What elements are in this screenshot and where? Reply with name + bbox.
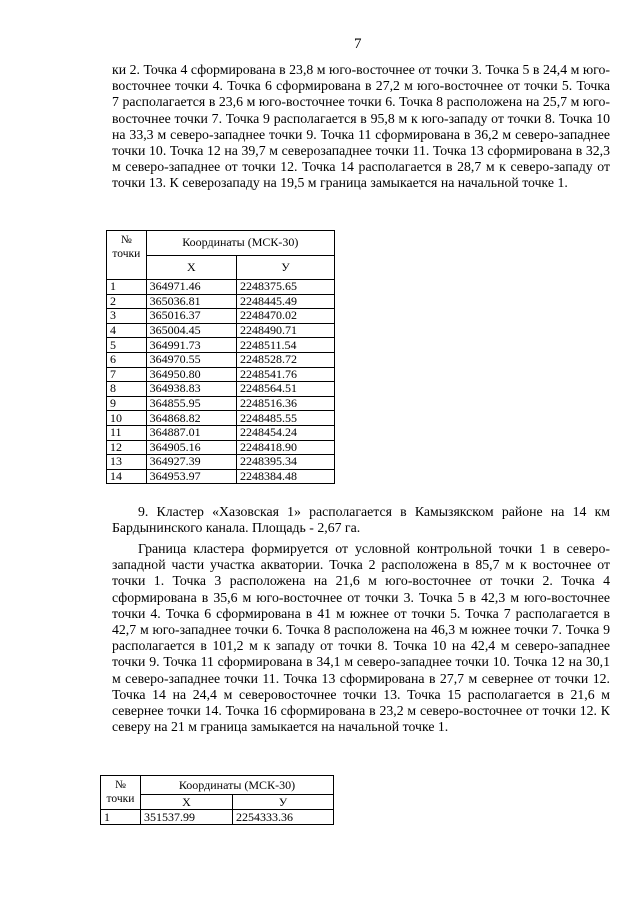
- coord-y: 2248395.34: [236, 455, 334, 470]
- coord-x: 365004.45: [146, 323, 236, 338]
- coord-y: 2248470.02: [236, 309, 334, 324]
- point-number: 10: [107, 411, 147, 426]
- coord-y: 2248384.48: [236, 469, 334, 484]
- table-row: [107, 382, 335, 397]
- header-coordinates: Координаты (МСК-30): [140, 776, 333, 795]
- point-number: 12: [107, 440, 147, 455]
- coord-x: 364887.01: [146, 425, 236, 440]
- header-x: Х: [146, 255, 236, 280]
- coord-x: 364950.80: [146, 367, 236, 382]
- header-point-number: № точки: [101, 776, 141, 810]
- table-row: [107, 396, 335, 411]
- cluster-heading-paragraph: 9. Кластер «Хазовская 1» располагается в Камызякском районе на 14 км Бардынинского канала. Площадь - 2,67 га.: [112, 504, 610, 536]
- coord-y: 2248375.65: [236, 280, 334, 295]
- table-row: [107, 323, 335, 338]
- header-point-number: № точки: [107, 231, 147, 280]
- coord-x: 364970.55: [146, 352, 236, 367]
- coord-x: 364868.82: [146, 411, 236, 426]
- coord-x: 351537.99: [140, 810, 232, 825]
- coord-x: 364971.46: [146, 280, 236, 295]
- point-number: 6: [107, 352, 147, 367]
- point-number: 5: [107, 338, 147, 353]
- point-number: 3: [107, 309, 147, 324]
- coord-y: 2248541.76: [236, 367, 334, 382]
- header-y: У: [236, 255, 334, 280]
- header-y: У: [233, 795, 334, 810]
- coord-y: 2248418.90: [236, 440, 334, 455]
- point-number: 1: [107, 280, 147, 295]
- coord-x: 364953.97: [146, 469, 236, 484]
- point-number: 4: [107, 323, 147, 338]
- boundary-description-paragraph: ки 2. Точка 4 сформирована в 23,8 м юго-восточнее от точки 3. Точка 5 в 24,4 м юго-восточнее точки 4. Точка 6 сформирована в 27,2 м юго-восточнее от точки 5. Точка 7 располагается в 23,6 м юго-восточнее точки 6. Точка 8 расположена на 25,7 м юго-восточнее точки 7. Точка 9 располагается в 95,8 м к юго-западу от точки 8. Точка 10 на 33,3 м северо-западнее точки 9. Точка 11 сформирована в 36,2 м северо-западнее точки 10. Точка 12 на 39,7 м северозападнее точки 11. Точка 13 сформирована в 32,3 м северо-западнее от точки 12. Точка 14 располагается в 28,7 м к северо-западу от точки 13. К северозападу на 19,5 м граница замыкается на начальной точке 1.: [112, 62, 610, 191]
- coord-x: 365016.37: [146, 309, 236, 324]
- point-number: 1: [101, 810, 141, 825]
- coord-y: 2248528.72: [236, 352, 334, 367]
- point-number: 11: [107, 425, 147, 440]
- coord-y: 2248454.24: [236, 425, 334, 440]
- coord-y: 2248490.71: [236, 323, 334, 338]
- table-row: [107, 338, 335, 353]
- coord-y: 2248511.54: [236, 338, 334, 353]
- coord-y: 2254333.36: [233, 810, 334, 825]
- table-row: [107, 309, 335, 324]
- coordinates-table-1: [106, 230, 335, 484]
- table-row: [107, 280, 335, 295]
- coord-y: 2248445.49: [236, 294, 334, 309]
- table-row: [107, 411, 335, 426]
- coord-x: 364927.39: [146, 455, 236, 470]
- header-x: Х: [140, 795, 232, 810]
- table-row: [107, 469, 335, 484]
- table-row: [107, 367, 335, 382]
- point-number: 7: [107, 367, 147, 382]
- coord-y: 2248564.51: [236, 382, 334, 397]
- cluster-boundary-paragraph: Граница кластера формируется от условной контрольной точки 1 в северо-западной части участка акватории. Точка 2 расположена в 85,7 м к восточнее от точки 1. Точка 3 расположена на 21,6 м юго-восточнее от точки 2. Точка 4 сформирована в 35,6 м юго-восточнее от точки 3. Точка 5 в 42,3 м юго-восточнее точки 4. Точка 6 сформирована в 41 м южнее от точки 5. Точка 7 располагается в 42,7 м юго-западнее точки 6. Точка 8 расположена на 46,3 м южнее точки 7. Точка 9 располагается в 101,2 м к западу от точки 8. Точка 10 на 42,4 м северо-западнее точки 9. Точка 11 сформирована в 34,1 м северо-западнее точки 10. Точка 12 на 30,1 м северо-западнее точки 11. Точка 13 сформирована в 27,7 м севернее от точки 12. Точка 14 на 24,4 м северовосточнее точки 13. Точка 15 располагается в 21,6 м севернее точки 14. Точка 16 сформирована в 23,2 м северо-восточнее от точки 12. К северу на 21 м граница замыкается на начальной точке 1.: [112, 541, 610, 735]
- coordinates-table-2: [100, 775, 334, 825]
- coord-x: 364991.73: [146, 338, 236, 353]
- point-number: 13: [107, 455, 147, 470]
- point-number: 8: [107, 382, 147, 397]
- coord-x: 365036.81: [146, 294, 236, 309]
- point-number: 2: [107, 294, 147, 309]
- coord-x: 364938.83: [146, 382, 236, 397]
- header-coordinates: Координаты (МСК-30): [146, 231, 334, 256]
- table-row: [107, 294, 335, 309]
- coord-x: 364905.16: [146, 440, 236, 455]
- page-number: 7: [354, 36, 362, 52]
- table-row: [107, 440, 335, 455]
- coord-x: 364855.95: [146, 396, 236, 411]
- table-row: [107, 455, 335, 470]
- coord-y: 2248485.55: [236, 411, 334, 426]
- table-row: [107, 352, 335, 367]
- table-row: [107, 425, 335, 440]
- coord-y: 2248516.36: [236, 396, 334, 411]
- point-number: 14: [107, 469, 147, 484]
- table-row: [101, 810, 334, 825]
- point-number: 9: [107, 396, 147, 411]
